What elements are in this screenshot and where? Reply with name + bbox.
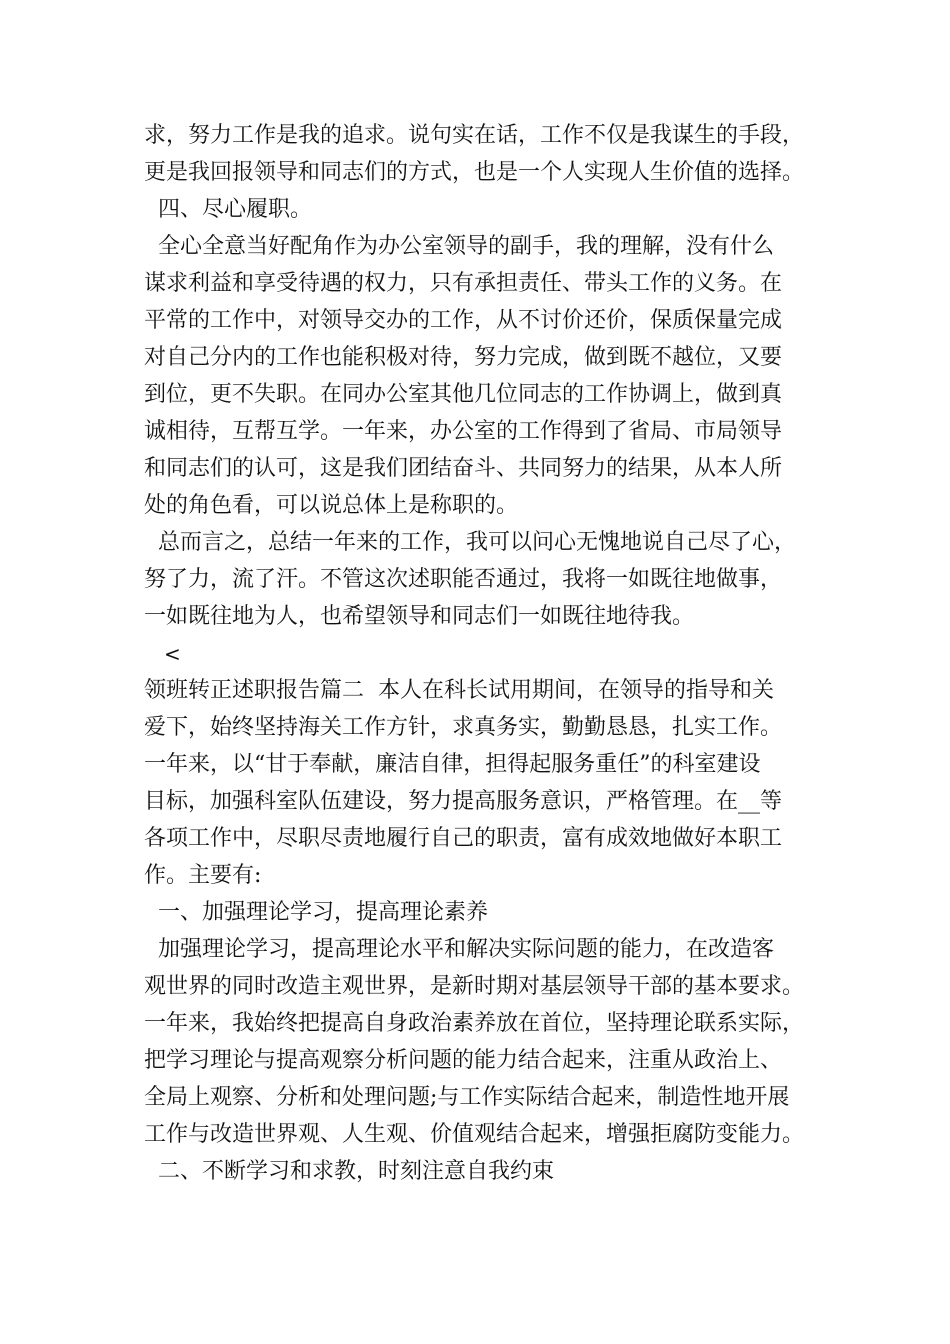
text-line: 和同志们的认可，这是我们团结奋斗、共同努力的结果，从本人所 [144, 456, 783, 481]
text-line: 对自己分内的工作也能积极对待，努力完成，做到既不越位，又要 [144, 345, 783, 370]
text-line: 全心全意当好配角作为办公室领导的副手，我的理解，没有什么 [144, 234, 774, 259]
text-line: 努了力，流了汗。不管这次述职能否通过，我将一如既往地做事， [144, 567, 783, 592]
text-line: 更是我回报领导和同志们的方式，也是一个人实现人生价值的选择。 [144, 160, 805, 185]
text-line: 爱下，始终坚持海关工作方针，求真务实，勤勤恳恳，扎实工作。 [144, 715, 783, 740]
text-line: 目标，加强科室队伍建设，努力提高服务意识，严格管理。在__等 [144, 789, 783, 814]
text-line: 加强理论学习，提高理论水平和解决实际问题的能力，在改造客 [144, 937, 774, 962]
text-line: 一年来，以“甘于奉献，廉洁自律，担得起服务重任”的科室建设 [144, 752, 761, 777]
section-heading: 四、尽心履职。 [144, 197, 312, 222]
text-line: 工作与改造世界观、人生观、价值观结合起来，增强拒腐防变能力。 [144, 1122, 805, 1147]
text-line: 作。主要有: [144, 863, 262, 888]
text-line: 观世界的同时改造主观世界，是新时期对基层领导干部的基本要求。 [144, 974, 805, 999]
stray-mark: < [164, 642, 181, 666]
text-line: 全局上观察、分析和处理问题;与工作实际结合起来，制造性地开展 [144, 1085, 790, 1110]
text-line: 处的角色看，可以说总体上是称职的。 [144, 493, 519, 518]
text-line: 平常的工作中，对领导交办的工作，从不讨价还价，保质保量完成 [144, 308, 783, 333]
section-heading: 一、加强理论学习，提高理论素养 [144, 900, 488, 925]
section-heading: 二、不断学习和求教，时刻注意自我约束 [144, 1159, 554, 1184]
text-line: 一如既往地为人，也希望领导和同志们一如既往地待我。 [144, 604, 695, 629]
text-line: 一年来，我始终把提高自身政治素养放在首位，坚持理论联系实际， [144, 1011, 805, 1036]
text-line: 诚相待，互帮互学。一年来，办公室的工作得到了省局、市局领导 [144, 419, 783, 444]
text-line: 把学习理论与提高观察分析问题的能力结合起来，注重从政治上、 [144, 1048, 783, 1073]
text-line: 总而言之，总结一年来的工作，我可以问心无愧地说自己尽了心， [144, 530, 796, 555]
text-line: 求，努力工作是我的追求。说句实在话，工作不仅是我谋生的手段， [144, 123, 805, 148]
text-line: 各项工作中，尽职尽责地履行自己的职责，富有成效地做好本职工 [144, 826, 783, 851]
text-line: 谋求利益和享受待遇的权力，只有承担责任、带头工作的义务。在 [144, 271, 783, 296]
text-line: 到位，更不失职。在同办公室其他几位同志的工作协调上，做到真 [144, 382, 783, 407]
section-title-line: 领班转正述职报告篇二 本人在科长试用期间，在领导的指导和关 [144, 678, 774, 703]
